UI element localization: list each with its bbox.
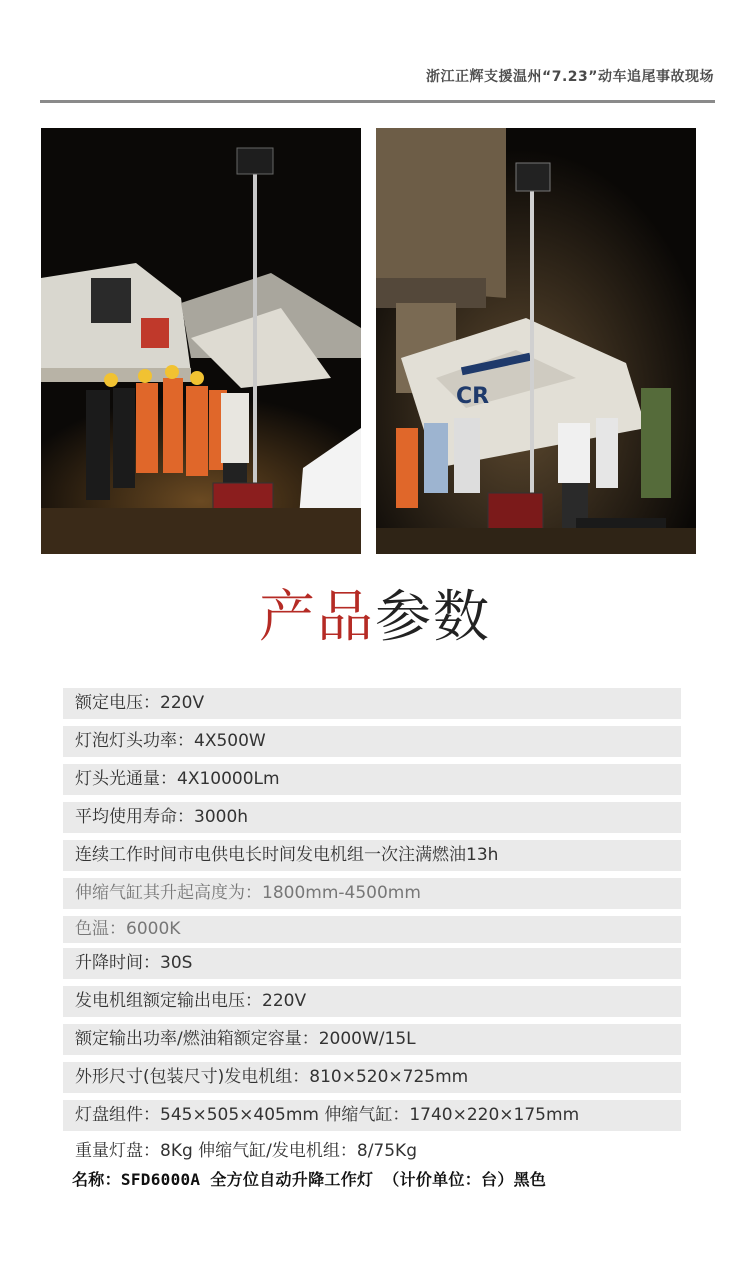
spec-luminous-flux: 灯头光通量：4X10000Lm	[63, 764, 681, 795]
rescue-scene-right-image	[376, 128, 696, 554]
spec-output-power-tank: 额定输出功率/燃油箱额定容量：2000W/15L	[63, 1024, 681, 1055]
spec-rated-voltage: 额定电压：220V	[63, 688, 681, 719]
spec-lift-height: 伸缩气缸其升起高度为：1800mm-4500mm	[63, 878, 681, 909]
page-title: 浙江正辉支援温州“7.23”动车追尾事故现场	[426, 69, 714, 85]
spec-generator-voltage: 发电机组额定输出电压：220V	[63, 986, 681, 1017]
train-lettering: CR	[456, 384, 490, 409]
rescue-photo-right	[376, 128, 696, 554]
spec-lift-time: 升降时间：30S	[63, 948, 681, 979]
spec-continuous-operation: 连续工作时间市电供电长时间发电机组一次注满燃油13h	[63, 840, 681, 871]
spec-weight: 重量灯盘：8Kg 伸缩气缸/发电机组：8/75Kg	[75, 1141, 417, 1161]
product-name: 名称：SFD6000A 全方位自动升降工作灯 （计价单位：台）黑色	[72, 1170, 547, 1189]
section-heading-rest: 参数	[375, 585, 491, 650]
rescue-scene-left-image	[41, 128, 361, 554]
spec-average-life: 平均使用寿命：3000h	[63, 802, 681, 833]
spec-color-temperature: 色温：6000K	[63, 916, 681, 943]
spec-bulb-power: 灯泡灯头功率：4X500W	[63, 726, 681, 757]
section-heading-accent: 产品	[259, 585, 375, 650]
section-heading	[0, 584, 750, 652]
header-divider	[40, 100, 715, 103]
spec-list	[63, 688, 681, 1170]
spec-lamp-cylinder-dimensions: 灯盘组件：545×505×405mm 伸缩气缸：1740×220×175mm	[63, 1100, 681, 1131]
spec-generator-dimensions: 外形尺寸(包装尺寸)发电机组：810×520×725mm	[63, 1062, 681, 1093]
rescue-photo-left	[41, 128, 361, 554]
